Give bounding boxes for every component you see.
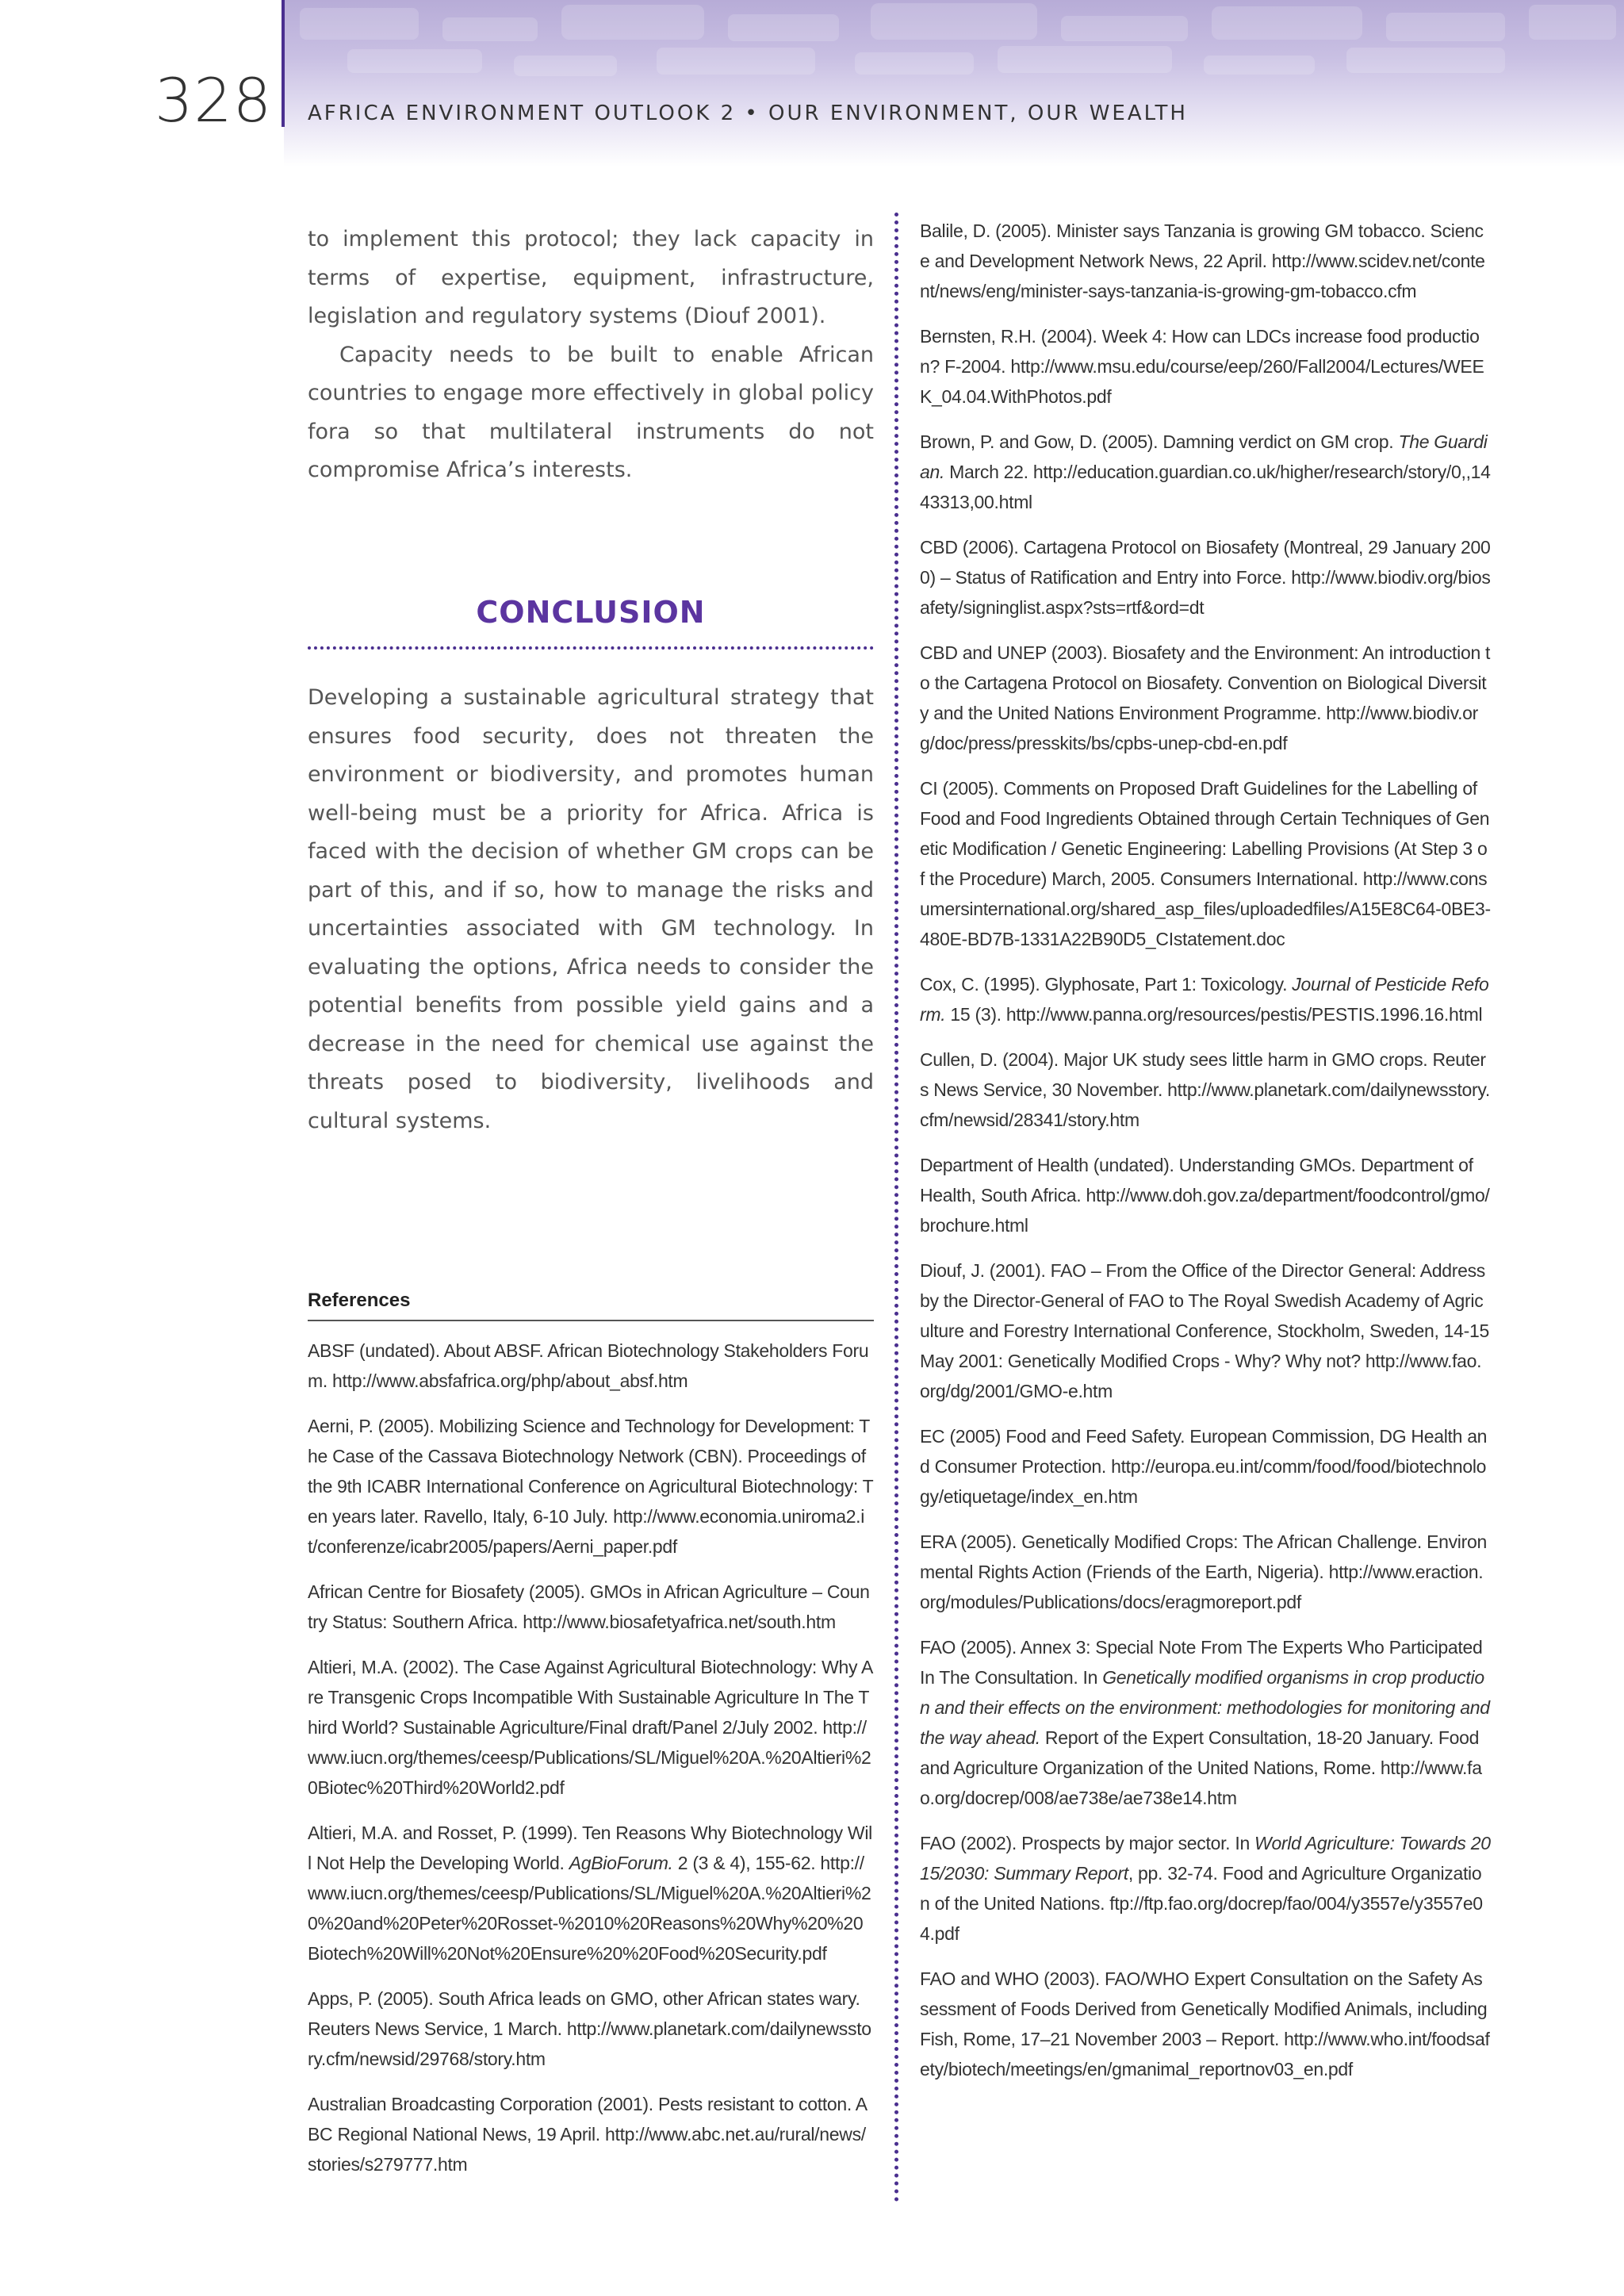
- conclusion-divider: [308, 646, 874, 650]
- reference-text: FAO (2005). Annex 3: Special Note From The Experts Who Participated In The Consultation. In: [920, 1637, 1483, 1688]
- reference-entry: [920, 1150, 1491, 1240]
- reference-text: FAO (2002). Prospects by major sector. In: [920, 1833, 1255, 1853]
- reference-text: Aerni, P. (2005). Mobilizing Science and Technology for Development: The Case of the Cassava Biotechnology Network (CBN). Proceedings of the 9th ICABR International Conference on Agricultural Biotechnology: Ten years later. Ravello, Italy, 6-10 July. http://www.economia.uniroma2.it/conferenze/icabr2005/papers/Aerni_paper.pdf: [308, 1416, 874, 1557]
- conclusion-paragraph: Developing a sustainable agricultural strategy that ensures food security, does not threaten the environment or biodiversity, and promotes human well-being must be a priority for Africa. Africa is faced with the decision of whether GM crops can be part of this, and if so, how to manage the risks and uncertainties associated with GM technology. In evaluating the options, Africa needs to consider the potential benefits from possible yield gains and a decrease in the need for chemical use against the threats posed to biodiversity, livelihoods and cultural systems.: [308, 685, 874, 1133]
- reference-text: Department of Health (undated). Understanding GMOs. Department of Health, South Africa. http://www.doh.gov.za/department/foodcontrol/gmo/brochure.html: [920, 1155, 1490, 1236]
- reference-entry: [308, 2089, 874, 2179]
- column-divider: [894, 213, 898, 2203]
- reference-italic-title: AgBioForum.: [569, 1853, 673, 1873]
- reference-text: Brown, P. and Gow, D. (2005). Damning verdict on GM crop.: [920, 431, 1399, 452]
- reference-text: Cox, C. (1995). Glyphosate, Part 1: Toxicology.: [920, 974, 1293, 995]
- reference-text: Altieri, M.A. and Rosset, P. (1999). Ten Reasons Why Biotechnology Will Not Help the Developing World.: [308, 1823, 872, 1873]
- reference-text: EC (2005) Food and Feed Safety. European Commission, DG Health and Consumer Protection. http://europa.eu.int/comm/food/food/biotechnology/etiquetage/index_en.htm: [920, 1426, 1488, 1507]
- paragraph-1: to implement this protocol; they lack capacity in terms of expertise, equipment, infrastructure, legislation and regulatory systems (Diouf 2001).: [308, 227, 874, 328]
- reference-text: 15 (3). http://www.panna.org/resources/pestis/PESTIS.1996.16.html: [945, 1004, 1483, 1025]
- running-head: AFRICA ENVIRONMENT OUTLOOK 2 • OUR ENVIRONMENT, OUR WEALTH: [308, 102, 1188, 125]
- header-banner: [284, 0, 1624, 167]
- reference-italic-title: World Agriculture: Towards 2015/2030: Summary Report: [920, 1833, 1491, 1884]
- reference-entry: [920, 216, 1491, 306]
- reference-entry: [920, 321, 1491, 412]
- reference-entry: [308, 1577, 874, 1637]
- reference-entry: [920, 1045, 1491, 1135]
- reference-entry: [920, 1255, 1491, 1406]
- reference-text: FAO and WHO (2003). FAO/WHO Expert Consultation on the Safety Assessment of Foods Derived from Genetically Modified Animals, including Fish, Rome, 17–21 November 2003 – Report. http://www.who.int/foodsafety/biotech/meetings/en/gmanimal_reportnov03_en.pdf: [920, 1968, 1490, 2079]
- reference-entry: [920, 1421, 1491, 1512]
- reference-entry: [920, 1964, 1491, 2084]
- reference-text: ABSF (undated). About ABSF. African Biotechnology Stakeholders Forum. http://www.absfafrica.org/php/about_absf.htm: [308, 1340, 869, 1391]
- reference-italic-title: The Guardian.: [920, 431, 1488, 482]
- reference-entry: [920, 773, 1491, 954]
- reference-text: Cullen, D. (2004). Major UK study sees little harm in GMO crops. Reuters News Service, 30 November. http://www.planetark.com/dailynewsstory.cfm/newsid/28341/story.htm: [920, 1049, 1490, 1130]
- reference-entry: [308, 1818, 874, 1968]
- reference-entry: [308, 1652, 874, 1803]
- reference-entry: [920, 1828, 1491, 1949]
- reference-italic-title: Genetically modified organisms in crop production and their effects on the environment: methodologies for monitoring and the way ahead.: [920, 1667, 1490, 1748]
- reference-text: Report of the Expert Consultation, 18-20 January. Food and Agriculture Organization of the United Nations, Rome. http://www.fao.org/docrep/008/ae738e/ae738e14.htm: [920, 1727, 1482, 1808]
- conclusion-heading: CONCLUSION: [476, 595, 706, 630]
- reference-entry: [920, 1527, 1491, 1617]
- reference-entry: [308, 1984, 874, 2074]
- reference-text: CBD and UNEP (2003). Biosafety and the Environment: An introduction to the Cartagena Protocol on Biosafety. Convention on Biological Diversity and the United Nations Environment Programme. http://www.biodiv.org/doc/press/presskits/bs/cpbs-unep-cbd-en.pdf: [920, 642, 1491, 753]
- reference-entry: [308, 1336, 874, 1396]
- banner-texture: [284, 0, 1624, 167]
- reference-text: CI (2005). Comments on Proposed Draft Guidelines for the Labelling of Food and Food Ingredients Obtained through Certain Techniques of Genetic Modification / Genetic Engineering: Labelling Provisions (At Step 3 of the Procedure) March, 2005. Consumers International. http://www.consumersinternational.org/shared_asp_files/uploadedfiles/A15E8C64-0BE3-480E-BD7B-1331A22B90D5_CIstatement.doc: [920, 778, 1491, 949]
- reference-text: , pp. 32-74. Food and Agriculture Organization of the United Nations. ftp://ftp.fao.org/docrep/fao/004/y3557e/y3557e04.pdf: [920, 1863, 1483, 1944]
- reference-text: Altieri, M.A. (2002). The Case Against Agricultural Biotechnology: Why Are Transgenic Crops Incompatible With Sustainable Agriculture In The Third World? Sustainable Agriculture/Final draft/Panel 2/July 2002. http://www.iucn.org/themes/ceesp/Publications/SL/Miguel%20A.%20Altieri%20Biotec%20Third%20World2.pdf: [308, 1657, 874, 1798]
- references-left-list: [308, 1336, 874, 2194]
- reference-text: Australian Broadcasting Corporation (2001). Pests resistant to cotton. ABC Regional National News, 19 April. http://www.abc.net.au/rural/news/stories/s279777.htm: [308, 2094, 868, 2175]
- reference-text: Apps, P. (2005). South Africa leads on GMO, other African states wary. Reuters News Service, 1 March. http://www.planetark.com/dailynewsstory.cfm/newsid/29768/story.htm: [308, 1988, 871, 2069]
- references-right-list: [920, 216, 1491, 2099]
- reference-entry: [920, 427, 1491, 517]
- references-heading: References: [308, 1290, 874, 1321]
- reference-entry: [308, 1411, 874, 1562]
- reference-entry: [920, 1632, 1491, 1813]
- reference-text: Diouf, J. (2001). FAO – From the Office of the Director General: Address by the Director-General of FAO to The Royal Swedish Academy of Agriculture and Forestry International Conference, Stockholm, Sweden, 14-15 May 2001: Genetically Modified Crops - Why? Why not? http://www.fao.org/dg/2001/GMO-e.htm: [920, 1260, 1489, 1401]
- reference-italic-title: Journal of Pesticide Reform.: [920, 974, 1489, 1025]
- reference-text: Balile, D. (2005). Minister says Tanzania is growing GM tobacco. Science and Development Network News, 22 April. http://www.scidev.net/content/news/eng/minister-says-tanzania-is-growing-gm-tobacco.cfm: [920, 220, 1485, 301]
- reference-text: African Centre for Biosafety (2005). GMOs in African Agriculture – Country Status: Southern Africa. http://www.biosafetyafrica.net/south.htm: [308, 1581, 870, 1632]
- header-vertical-rule: [282, 0, 285, 127]
- reference-entry: [920, 532, 1491, 623]
- reference-text: Bernsten, R.H. (2004). Week 4: How can LDCs increase food production? F-2004. http://www.msu.edu/course/eep/260/Fall2004/Lectures/WEEK_04.04.WithPhotos.pdf: [920, 326, 1484, 407]
- reference-text: March 22. http://education.guardian.co.uk/higher/research/story/0,,1443313,00.html: [920, 462, 1491, 512]
- reference-entry: [920, 969, 1491, 1029]
- reference-entry: [920, 638, 1491, 758]
- reference-text: 2 (3 & 4), 155-62. http://www.iucn.org/themes/ceesp/Publications/SL/Miguel%20A.%20Altieri%20%20and%20Peter%20Rosset-%2010%20Reasons%20Why%20%20Biotech%20Will%20Not%20Ensure%20%20Food%20Security.pdf: [308, 1853, 871, 1964]
- paragraph-2: Capacity needs to be built to enable African countries to engage more effectively in global policy fora so that multilateral instruments do not compromise Africa’s interests.: [308, 342, 874, 482]
- page-number: 328: [155, 65, 273, 136]
- reference-text: ERA (2005). Genetically Modified Crops: The African Challenge. Environmental Rights Action (Friends of the Earth, Nigeria). http://www.eraction.org/modules/Publications/docs/eragmoreport.pdf: [920, 1531, 1487, 1612]
- conclusion-section: [308, 679, 874, 1140]
- left-column: [308, 220, 874, 490]
- reference-text: CBD (2006). Cartagena Protocol on Biosafety (Montreal, 29 January 2000) – Status of Ratification and Entry into Force. http://www.biodiv.org/biosafety/signinglist.aspx?sts=rtf&ord=dt: [920, 537, 1491, 618]
